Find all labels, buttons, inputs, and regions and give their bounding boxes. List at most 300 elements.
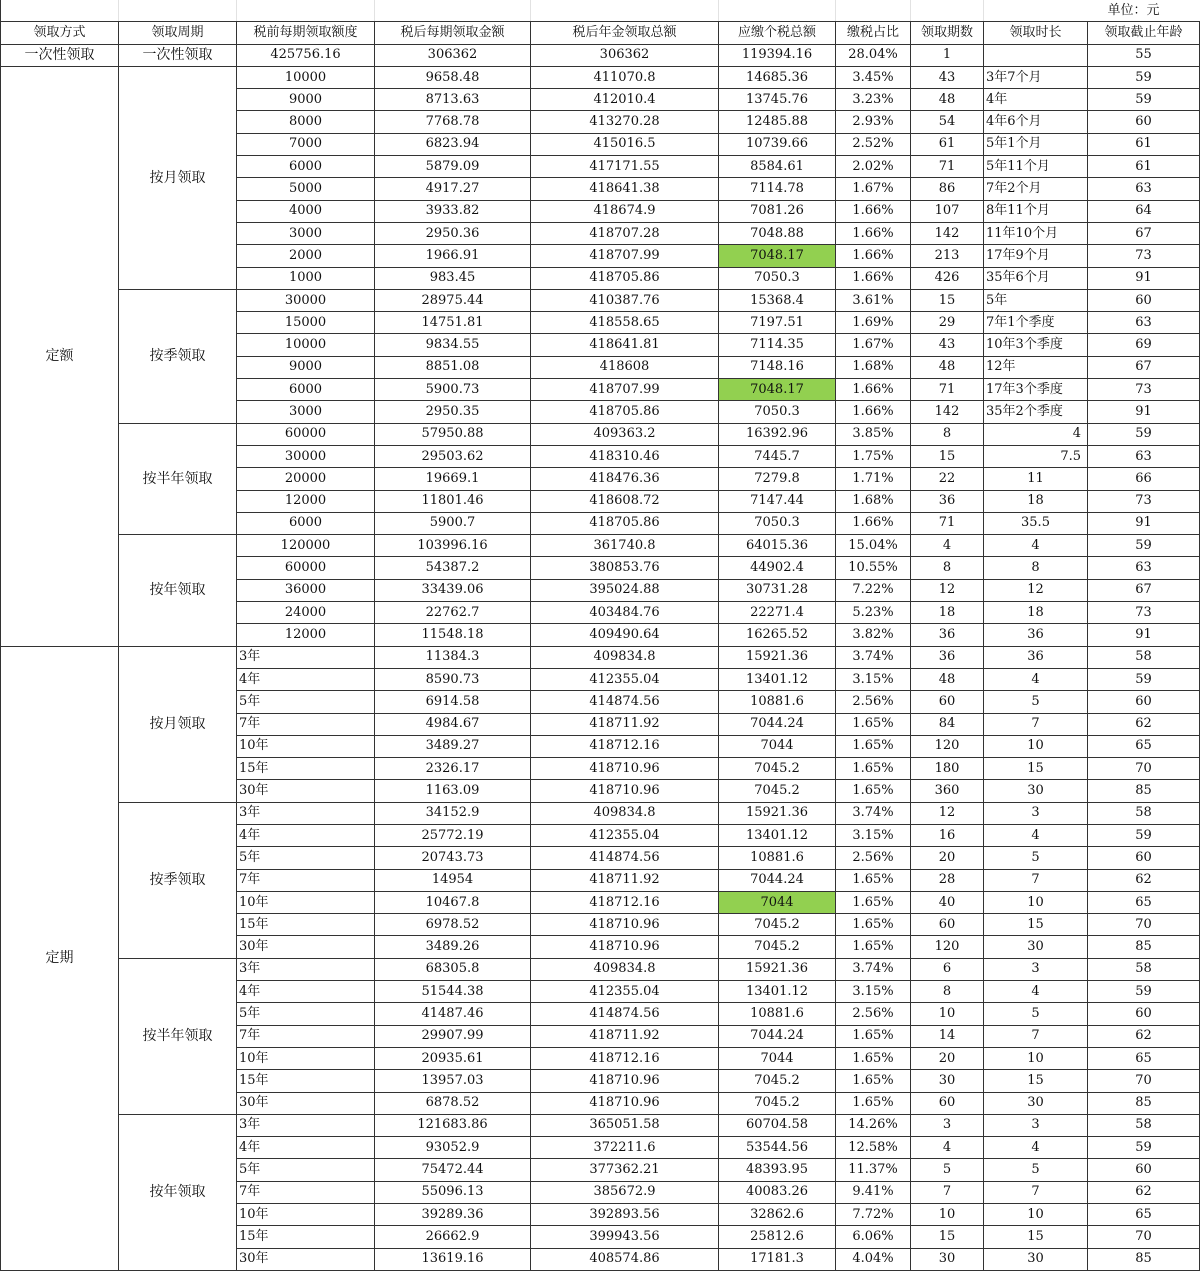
period-cell: 按季领取: [119, 289, 237, 423]
after-tax-total-cell: 418608: [531, 356, 719, 378]
pre-tax-amount-cell: 7年: [237, 1025, 375, 1047]
end-age-cell: 91: [1088, 401, 1200, 423]
after-tax-amount-cell: 68305.8: [375, 958, 531, 980]
after-tax-total-cell: 418710.96: [531, 936, 719, 958]
period-count-cell: 8: [911, 557, 984, 579]
pre-tax-amount-cell: 30年: [237, 1248, 375, 1270]
header-cell: 领取方式: [1, 22, 119, 44]
end-age-cell: 67: [1088, 222, 1200, 244]
duration-cell: 4: [984, 668, 1088, 690]
tax-total-cell: 12485.88: [719, 111, 836, 133]
period-cell: 按年领取: [119, 1114, 237, 1270]
after-tax-amount-cell: 103996.16: [375, 535, 531, 557]
after-tax-amount-cell: 54387.2: [375, 557, 531, 579]
pre-tax-amount-cell: 36000: [237, 579, 375, 601]
header-cell: 税前每期领取额度: [237, 22, 375, 44]
after-tax-total-cell: 392893.56: [531, 1204, 719, 1226]
after-tax-amount-cell: 6914.58: [375, 691, 531, 713]
pre-tax-amount-cell: 12000: [237, 490, 375, 512]
after-tax-amount-cell: 5900.7: [375, 512, 531, 534]
after-tax-total-cell: 418712.16: [531, 891, 719, 913]
period-count-cell: 40: [911, 891, 984, 913]
after-tax-total-cell: 409834.8: [531, 958, 719, 980]
after-tax-total-cell: 418707.28: [531, 222, 719, 244]
tax-ratio-cell: 1.68%: [836, 356, 911, 378]
tax-total-cell: 7081.26: [719, 200, 836, 222]
table-row: [1, 44, 1200, 66]
duration-cell: 18: [984, 490, 1088, 512]
after-tax-amount-cell: 2326.17: [375, 758, 531, 780]
tax-ratio-cell: 2.52%: [836, 133, 911, 155]
tax-ratio-cell: 1.67%: [836, 334, 911, 356]
pre-tax-amount-cell: 3年: [237, 1114, 375, 1136]
tax-total-cell: 25812.6: [719, 1226, 836, 1248]
end-age-cell: 85: [1088, 1092, 1200, 1114]
table-body: [1, 0, 1200, 1270]
tax-ratio-cell: 7.22%: [836, 579, 911, 601]
after-tax-amount-cell: 6823.94: [375, 133, 531, 155]
pre-tax-amount-cell: 10年: [237, 1047, 375, 1069]
tax-ratio-cell: 11.37%: [836, 1159, 911, 1181]
tax-ratio-cell: 15.04%: [836, 535, 911, 557]
duration-cell: 4年6个月: [984, 111, 1088, 133]
table-row: [1, 1114, 1200, 1136]
duration-cell: 4: [984, 824, 1088, 846]
after-tax-total-cell: 418608.72: [531, 490, 719, 512]
tax-total-cell: 7048.17: [719, 379, 836, 401]
end-age-cell: 91: [1088, 267, 1200, 289]
tax-ratio-cell: 10.55%: [836, 557, 911, 579]
end-age-cell: 58: [1088, 646, 1200, 668]
end-age-cell: 60: [1088, 111, 1200, 133]
after-tax-total-cell: 418711.92: [531, 713, 719, 735]
after-tax-total-cell: 418711.92: [531, 869, 719, 891]
end-age-cell: 73: [1088, 245, 1200, 267]
duration-cell: 36: [984, 646, 1088, 668]
tax-total-cell: 13745.76: [719, 89, 836, 111]
duration-cell: 11年10个月: [984, 222, 1088, 244]
tax-ratio-cell: 4.04%: [836, 1248, 911, 1270]
pre-tax-amount-cell: 6000: [237, 379, 375, 401]
pre-tax-amount-cell: 4年: [237, 824, 375, 846]
tax-ratio-cell: 7.72%: [836, 1204, 911, 1226]
end-age-cell: 73: [1088, 602, 1200, 624]
end-age-cell: 85: [1088, 780, 1200, 802]
after-tax-amount-cell: 7768.78: [375, 111, 531, 133]
tax-ratio-cell: 1.65%: [836, 780, 911, 802]
end-age-cell: 59: [1088, 824, 1200, 846]
tax-total-cell: 64015.36: [719, 535, 836, 557]
period-count-cell: 43: [911, 66, 984, 88]
duration-cell: 10: [984, 891, 1088, 913]
table-row: [1, 958, 1200, 980]
tax-ratio-cell: 1.75%: [836, 445, 911, 467]
pre-tax-amount-cell: 10000: [237, 334, 375, 356]
duration-cell: 15: [984, 1070, 1088, 1092]
tax-total-cell: 16392.96: [719, 423, 836, 445]
tax-total-cell: 7148.16: [719, 356, 836, 378]
after-tax-amount-cell: 39289.36: [375, 1204, 531, 1226]
period-count-cell: 10: [911, 1003, 984, 1025]
tax-ratio-cell: 1.65%: [836, 869, 911, 891]
after-tax-total-cell: 418712.16: [531, 1047, 719, 1069]
pre-tax-amount-cell: 5年: [237, 1003, 375, 1025]
tax-ratio-cell: 2.56%: [836, 1003, 911, 1025]
tax-total-cell: 15921.36: [719, 958, 836, 980]
duration-cell: 15: [984, 758, 1088, 780]
tax-total-cell: 7044.24: [719, 869, 836, 891]
duration-cell: 35.5: [984, 512, 1088, 534]
tax-total-cell: 10881.6: [719, 691, 836, 713]
after-tax-total-cell: 418707.99: [531, 245, 719, 267]
after-tax-amount-cell: 14954: [375, 869, 531, 891]
after-tax-amount-cell: 33439.06: [375, 579, 531, 601]
pre-tax-amount-cell: 30年: [237, 1092, 375, 1114]
header-cell: 缴税占比: [836, 22, 911, 44]
header-cell: 应缴个税总额: [719, 22, 836, 44]
duration-cell: 10: [984, 735, 1088, 757]
after-tax-total-cell: 418710.96: [531, 1070, 719, 1092]
after-tax-amount-cell: 41487.46: [375, 1003, 531, 1025]
duration-cell: 30: [984, 780, 1088, 802]
period-count-cell: 54: [911, 111, 984, 133]
duration-cell: 36: [984, 624, 1088, 646]
end-age-cell: 63: [1088, 178, 1200, 200]
pre-tax-amount-cell: 2000: [237, 245, 375, 267]
period-count-cell: 3: [911, 1114, 984, 1136]
end-age-cell: 70: [1088, 758, 1200, 780]
after-tax-amount-cell: 11384.3: [375, 646, 531, 668]
tax-total-cell: 7197.51: [719, 312, 836, 334]
pre-tax-amount-cell: 5年: [237, 691, 375, 713]
tax-ratio-cell: 1.68%: [836, 490, 911, 512]
after-tax-amount-cell: 983.45: [375, 267, 531, 289]
tax-ratio-cell: 14.26%: [836, 1114, 911, 1136]
period-cell: 按年领取: [119, 535, 237, 646]
tax-total-cell: 7044: [719, 735, 836, 757]
after-tax-amount-cell: 57950.88: [375, 423, 531, 445]
after-tax-amount-cell: 4917.27: [375, 178, 531, 200]
tax-total-cell: 13401.12: [719, 981, 836, 1003]
after-tax-total-cell: 414874.56: [531, 1003, 719, 1025]
after-tax-amount-cell: 306362: [375, 44, 531, 66]
tax-ratio-cell: 1.67%: [836, 178, 911, 200]
period-count-cell: 20: [911, 847, 984, 869]
tax-ratio-cell: 1.65%: [836, 1070, 911, 1092]
after-tax-total-cell: 418710.96: [531, 914, 719, 936]
after-tax-total-cell: 418710.96: [531, 1092, 719, 1114]
end-age-cell: 59: [1088, 981, 1200, 1003]
after-tax-total-cell: 411070.8: [531, 66, 719, 88]
after-tax-total-cell: 409363.2: [531, 423, 719, 445]
period-cell: 按半年领取: [119, 423, 237, 534]
after-tax-total-cell: 418710.96: [531, 780, 719, 802]
after-tax-total-cell: 412355.04: [531, 981, 719, 1003]
period-count-cell: 8: [911, 423, 984, 445]
after-tax-amount-cell: 1966.91: [375, 245, 531, 267]
after-tax-amount-cell: 6878.52: [375, 1092, 531, 1114]
tax-total-cell: 7045.2: [719, 780, 836, 802]
tax-ratio-cell: 1.65%: [836, 735, 911, 757]
end-age-cell: 59: [1088, 535, 1200, 557]
tax-ratio-cell: 28.04%: [836, 44, 911, 66]
duration-cell: 3: [984, 802, 1088, 824]
after-tax-total-cell: 418707.99: [531, 379, 719, 401]
end-age-cell: 59: [1088, 66, 1200, 88]
duration-cell: 5: [984, 691, 1088, 713]
tax-total-cell: 10739.66: [719, 133, 836, 155]
pre-tax-amount-cell: 60000: [237, 423, 375, 445]
after-tax-total-cell: 418674.9: [531, 200, 719, 222]
after-tax-total-cell: 410387.76: [531, 289, 719, 311]
table-row: [1, 802, 1200, 824]
after-tax-amount-cell: 13619.16: [375, 1248, 531, 1270]
tax-ratio-cell: 1.66%: [836, 245, 911, 267]
table-row: [1, 289, 1200, 311]
duration-cell: 7: [984, 869, 1088, 891]
end-age-cell: 62: [1088, 1025, 1200, 1047]
end-age-cell: 58: [1088, 802, 1200, 824]
after-tax-total-cell: 418476.36: [531, 468, 719, 490]
period-count-cell: 22: [911, 468, 984, 490]
duration-cell: 5年11个月: [984, 156, 1088, 178]
duration-cell: 15: [984, 914, 1088, 936]
after-tax-amount-cell: 2950.36: [375, 222, 531, 244]
period-count-cell: 10: [911, 1204, 984, 1226]
end-age-cell: 65: [1088, 735, 1200, 757]
pre-tax-amount-cell: 20000: [237, 468, 375, 490]
tax-ratio-cell: 3.15%: [836, 824, 911, 846]
tax-ratio-cell: 1.65%: [836, 936, 911, 958]
end-age-cell: 63: [1088, 445, 1200, 467]
period-count-cell: 36: [911, 646, 984, 668]
after-tax-total-cell: 414874.56: [531, 691, 719, 713]
duration-cell: 11: [984, 468, 1088, 490]
duration-cell: 30: [984, 1248, 1088, 1270]
duration-cell: 8: [984, 557, 1088, 579]
duration-cell: 7: [984, 713, 1088, 735]
duration-cell: 10年3个季度: [984, 334, 1088, 356]
tax-total-cell: 7045.2: [719, 1092, 836, 1114]
tax-total-cell: 7045.2: [719, 936, 836, 958]
tax-total-cell: 40083.26: [719, 1181, 836, 1203]
table-row: [1, 535, 1200, 557]
pre-tax-amount-cell: 1000: [237, 267, 375, 289]
header-cell: 领取周期: [119, 22, 237, 44]
duration-cell: 3: [984, 1114, 1088, 1136]
pre-tax-amount-cell: 4年: [237, 668, 375, 690]
tax-ratio-cell: 1.66%: [836, 200, 911, 222]
after-tax-amount-cell: 5879.09: [375, 156, 531, 178]
pre-tax-amount-cell: 4年: [237, 1137, 375, 1159]
period-count-cell: 30: [911, 1248, 984, 1270]
tax-ratio-cell: 3.85%: [836, 423, 911, 445]
table-row: [1, 423, 1200, 445]
after-tax-amount-cell: 3489.26: [375, 936, 531, 958]
pre-tax-amount-cell: 30000: [237, 289, 375, 311]
pre-tax-amount-cell: 3年: [237, 802, 375, 824]
period-count-cell: 14: [911, 1025, 984, 1047]
pre-tax-amount-cell: 6000: [237, 512, 375, 534]
tax-total-cell: 8584.61: [719, 156, 836, 178]
end-age-cell: 91: [1088, 624, 1200, 646]
tax-ratio-cell: 3.15%: [836, 981, 911, 1003]
end-age-cell: 69: [1088, 334, 1200, 356]
period-count-cell: 18: [911, 602, 984, 624]
after-tax-amount-cell: 26662.9: [375, 1226, 531, 1248]
end-age-cell: 66: [1088, 468, 1200, 490]
duration-cell: 30: [984, 936, 1088, 958]
after-tax-amount-cell: 11548.18: [375, 624, 531, 646]
pre-tax-amount-cell: 5年: [237, 1159, 375, 1181]
tax-total-cell: 7114.78: [719, 178, 836, 200]
end-age-cell: 67: [1088, 356, 1200, 378]
end-age-cell: 60: [1088, 1003, 1200, 1025]
end-age-cell: 59: [1088, 423, 1200, 445]
pre-tax-amount-cell: 24000: [237, 602, 375, 624]
after-tax-amount-cell: 10467.8: [375, 891, 531, 913]
pre-tax-amount-cell: 4000: [237, 200, 375, 222]
period-count-cell: 48: [911, 356, 984, 378]
duration-cell: 4: [984, 423, 1088, 445]
period-count-cell: 107: [911, 200, 984, 222]
period-count-cell: 29: [911, 312, 984, 334]
period-cell: 一次性领取: [119, 44, 237, 66]
tax-ratio-cell: 1.65%: [836, 1047, 911, 1069]
tax-ratio-cell: 1.66%: [836, 267, 911, 289]
period-count-cell: 8: [911, 981, 984, 1003]
after-tax-amount-cell: 20743.73: [375, 847, 531, 869]
after-tax-amount-cell: 1163.09: [375, 780, 531, 802]
period-count-cell: 71: [911, 156, 984, 178]
duration-cell: 4年: [984, 89, 1088, 111]
period-count-cell: 12: [911, 579, 984, 601]
period-count-cell: 4: [911, 1137, 984, 1159]
period-count-cell: 60: [911, 1092, 984, 1114]
duration-cell: 10: [984, 1047, 1088, 1069]
tax-ratio-cell: 1.66%: [836, 222, 911, 244]
end-age-cell: 73: [1088, 379, 1200, 401]
pre-tax-amount-cell: 120000: [237, 535, 375, 557]
period-cell: 按季领取: [119, 802, 237, 958]
tax-ratio-cell: 1.65%: [836, 1025, 911, 1047]
after-tax-total-cell: 372211.6: [531, 1137, 719, 1159]
tax-ratio-cell: 1.66%: [836, 379, 911, 401]
tax-total-cell: 48393.95: [719, 1159, 836, 1181]
end-age-cell: 85: [1088, 1248, 1200, 1270]
period-count-cell: 120: [911, 735, 984, 757]
period-count-cell: 61: [911, 133, 984, 155]
tax-total-cell: 7114.35: [719, 334, 836, 356]
tax-total-cell: 7048.88: [719, 222, 836, 244]
table-row: [1, 646, 1200, 668]
after-tax-total-cell: 418705.86: [531, 401, 719, 423]
pre-tax-amount-cell: 30年: [237, 936, 375, 958]
pre-tax-amount-cell: 4年: [237, 981, 375, 1003]
tax-total-cell: 10881.6: [719, 847, 836, 869]
tax-ratio-cell: 9.41%: [836, 1181, 911, 1203]
after-tax-total-cell: 306362: [531, 44, 719, 66]
tax-ratio-cell: 3.45%: [836, 66, 911, 88]
duration-cell: 8年11个月: [984, 200, 1088, 222]
period-count-cell: 1: [911, 44, 984, 66]
end-age-cell: 70: [1088, 914, 1200, 936]
after-tax-total-cell: 418558.65: [531, 312, 719, 334]
duration-cell: 17年3个季度: [984, 379, 1088, 401]
period-count-cell: 16: [911, 824, 984, 846]
after-tax-amount-cell: 51544.38: [375, 981, 531, 1003]
tax-total-cell: 44902.4: [719, 557, 836, 579]
period-count-cell: 213: [911, 245, 984, 267]
pre-tax-amount-cell: 425756.16: [237, 44, 375, 66]
after-tax-total-cell: 403484.76: [531, 602, 719, 624]
pre-tax-amount-cell: 15年: [237, 758, 375, 780]
pre-tax-amount-cell: 15年: [237, 1070, 375, 1092]
period-count-cell: 15: [911, 289, 984, 311]
header-cell: 税后年金领取总额: [531, 22, 719, 44]
tax-total-cell: 7050.3: [719, 401, 836, 423]
after-tax-amount-cell: 25772.19: [375, 824, 531, 846]
duration-cell: 30: [984, 1092, 1088, 1114]
after-tax-total-cell: 385672.9: [531, 1181, 719, 1203]
end-age-cell: 70: [1088, 1226, 1200, 1248]
duration-cell: 3年7个月: [984, 66, 1088, 88]
duration-cell: 7.5: [984, 445, 1088, 467]
end-age-cell: 58: [1088, 1114, 1200, 1136]
pre-tax-amount-cell: 3年: [237, 958, 375, 980]
tax-total-cell: 22271.4: [719, 602, 836, 624]
tax-total-cell: 7044: [719, 891, 836, 913]
period-count-cell: 36: [911, 490, 984, 512]
tax-total-cell: 16265.52: [719, 624, 836, 646]
duration-cell: 4: [984, 981, 1088, 1003]
tax-total-cell: 60704.58: [719, 1114, 836, 1136]
tax-total-cell: 15921.36: [719, 802, 836, 824]
period-count-cell: 71: [911, 379, 984, 401]
duration-cell: 5年1个月: [984, 133, 1088, 155]
duration-cell: 12年: [984, 356, 1088, 378]
tax-ratio-cell: 3.15%: [836, 668, 911, 690]
tax-ratio-cell: 2.93%: [836, 111, 911, 133]
tax-total-cell: 15921.36: [719, 646, 836, 668]
tax-ratio-cell: 6.06%: [836, 1226, 911, 1248]
period-count-cell: 60: [911, 691, 984, 713]
pre-tax-amount-cell: 6000: [237, 156, 375, 178]
period-count-cell: 12: [911, 802, 984, 824]
period-count-cell: 28: [911, 869, 984, 891]
pre-tax-amount-cell: 9000: [237, 89, 375, 111]
end-age-cell: 62: [1088, 1181, 1200, 1203]
tax-ratio-cell: 3.74%: [836, 646, 911, 668]
after-tax-amount-cell: 55096.13: [375, 1181, 531, 1203]
period-count-cell: 36: [911, 624, 984, 646]
period-count-cell: 15: [911, 445, 984, 467]
header-cell: 领取时长: [984, 22, 1088, 44]
header-cell: 领取截止年龄: [1088, 22, 1200, 44]
period-count-cell: 120: [911, 936, 984, 958]
pre-tax-amount-cell: 3000: [237, 222, 375, 244]
pre-tax-amount-cell: 15年: [237, 1226, 375, 1248]
after-tax-amount-cell: 13957.03: [375, 1070, 531, 1092]
period-count-cell: 4: [911, 535, 984, 557]
period-count-cell: 360: [911, 780, 984, 802]
tax-ratio-cell: 1.69%: [836, 312, 911, 334]
after-tax-amount-cell: 20935.61: [375, 1047, 531, 1069]
end-age-cell: 60: [1088, 847, 1200, 869]
end-age-cell: 59: [1088, 668, 1200, 690]
tax-ratio-cell: 3.82%: [836, 624, 911, 646]
method-cell: 定额: [1, 66, 119, 646]
